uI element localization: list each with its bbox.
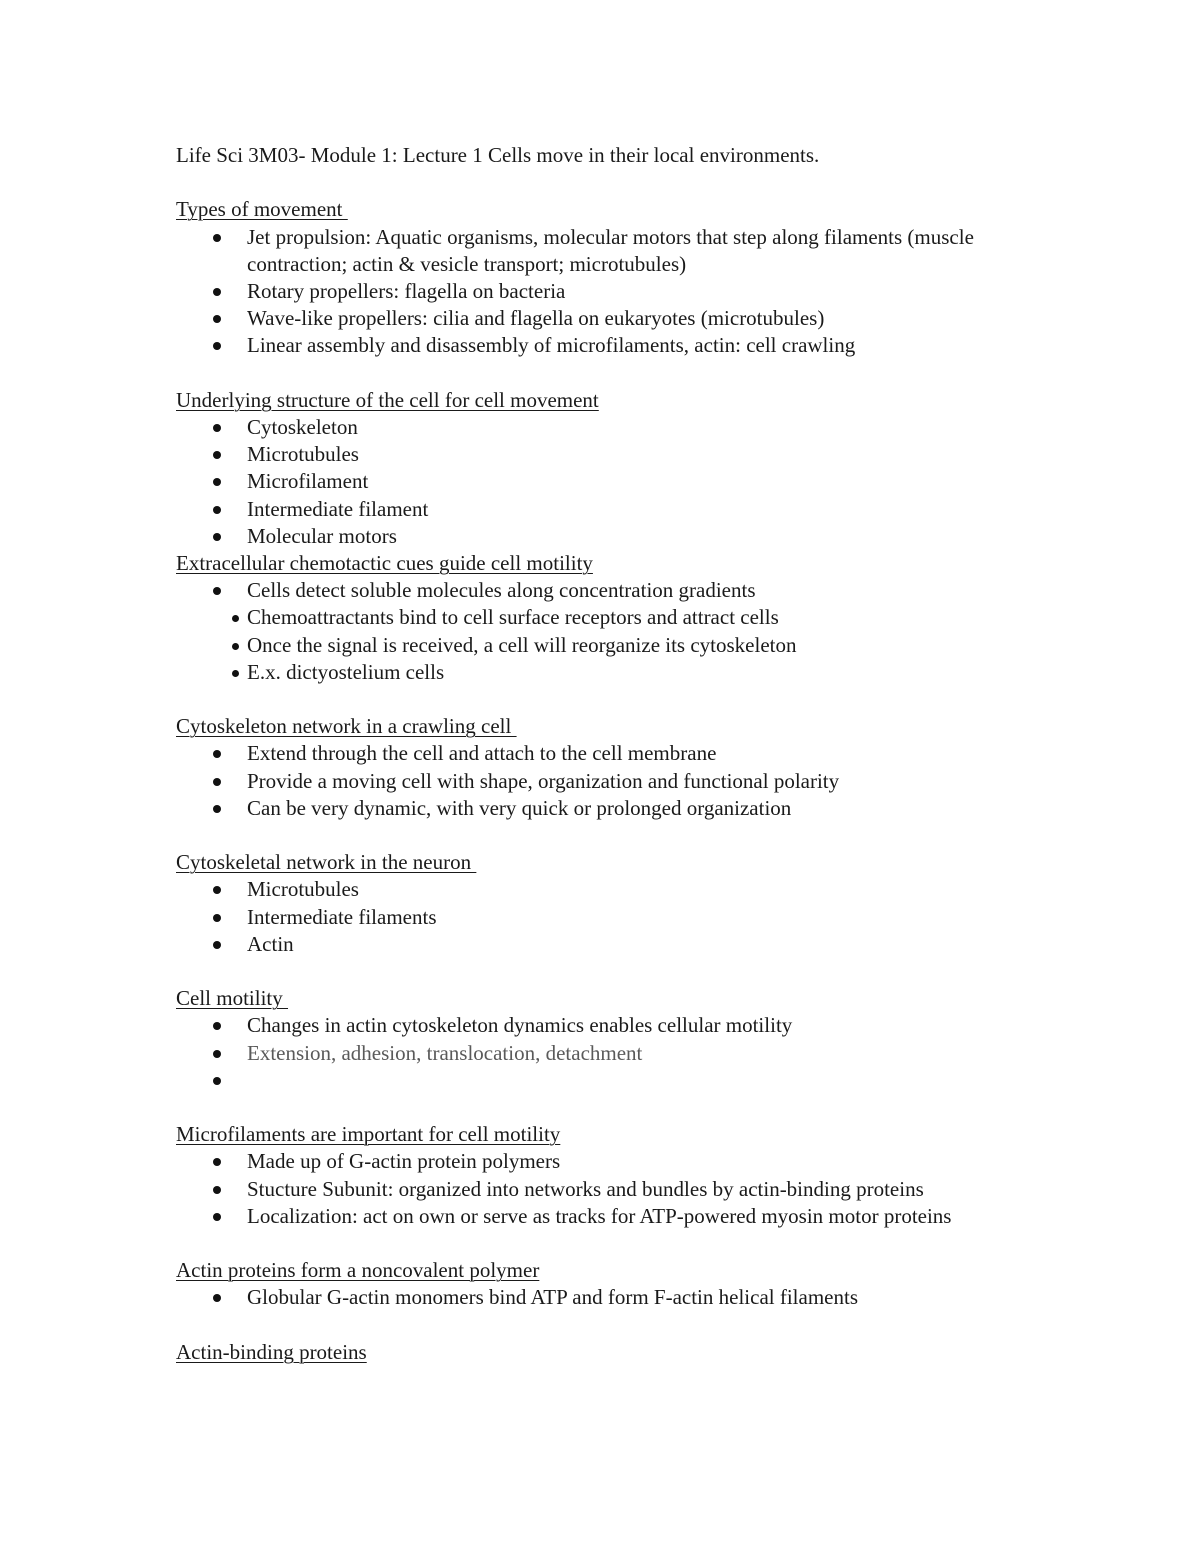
- list-item: Actin: [176, 931, 1076, 958]
- sub-list-item: [176, 604, 1076, 631]
- list-item: Jet propulsion: Aquatic organisms, molecular motors that step along filaments (muscle contraction; actin & vesicle transport; microtubules): [176, 224, 1076, 278]
- list-item: Microfilament: [176, 468, 1076, 495]
- list-item-empty: [176, 1067, 1076, 1094]
- list-item: Intermediate filament: [176, 496, 1076, 523]
- list-item: Rotary propellers: flagella on bacteria: [176, 278, 1076, 305]
- list-item: Linear assembly and disassembly of microfilaments, actin: cell crawling: [176, 332, 1076, 359]
- section-heading: Actin proteins form a noncovalent polymer: [176, 1258, 540, 1283]
- list-item: Localization: act on own or serve as tracks for ATP-powered myosin motor proteins: [176, 1203, 1076, 1230]
- section-heading: Types of movement: [176, 197, 348, 222]
- section-heading: Cytoskeleton network in a crawling cell: [176, 714, 517, 739]
- section-heading: Cytoskeletal network in the neuron: [176, 850, 477, 875]
- bullet-list: [176, 577, 1076, 686]
- list-item: Cells detect soluble molecules along concentration gradients: [176, 577, 1076, 604]
- section-cell-motility: [176, 985, 1076, 1094]
- list-item: Extension, adhesion, translocation, detachment: [176, 1040, 1076, 1067]
- list-item: Can be very dynamic, with very quick or prolonged organization: [176, 795, 1076, 822]
- list-item: Microtubules: [176, 876, 1076, 903]
- section-actin-polymer: [176, 1257, 1076, 1311]
- bullet-list: [176, 740, 1076, 822]
- bullet-list: [176, 1012, 1076, 1094]
- bullet-list: [176, 414, 1076, 550]
- section-heading: Underlying structure of the cell for cell movement: [176, 387, 599, 412]
- sub-list-item: [176, 632, 1076, 659]
- section-heading: Cell motility: [176, 986, 289, 1011]
- list-item: Intermediate filaments: [176, 904, 1076, 931]
- document-page: [176, 142, 1076, 1366]
- section-types-of-movement: [176, 196, 1076, 359]
- section-heading: Actin-binding proteins: [176, 1339, 367, 1364]
- list-item: Molecular motors: [176, 523, 1076, 550]
- bullet-list: [176, 1148, 1076, 1230]
- list-item: Extend through the cell and attach to the cell membrane: [176, 740, 1076, 767]
- section-underlying-structure: [176, 387, 1076, 550]
- list-item: Wave-like propellers: cilia and flagella on eukaryotes (microtubules): [176, 305, 1076, 332]
- section-actin-binding-proteins: [176, 1339, 1076, 1366]
- list-item: Made up of G-actin protein polymers: [176, 1148, 1076, 1175]
- list-item: Stucture Subunit: organized into networks and bundles by actin-binding proteins: [176, 1176, 1076, 1203]
- bullet-list: [176, 876, 1076, 958]
- section-heading: Extracellular chemotactic cues guide cell motility: [176, 551, 593, 576]
- section-chemotactic-cues: [176, 550, 1076, 686]
- list-item: Globular G-actin monomers bind ATP and form F-actin helical filaments: [176, 1284, 1076, 1311]
- sub-list-item-text: E.x. dictyostelium cells: [247, 659, 445, 684]
- list-item: Microtubules: [176, 441, 1076, 468]
- section-crawling-cell: [176, 713, 1076, 822]
- section-neuron-network: [176, 849, 1076, 958]
- list-item: Cytoskeleton: [176, 414, 1076, 441]
- list-item: Changes in actin cytoskeleton dynamics enables cellular motility: [176, 1012, 1076, 1039]
- document-title: Life Sci 3M03- Module 1: Lecture 1 Cells move in their local environments.: [176, 143, 820, 167]
- list-item: Provide a moving cell with shape, organization and functional polarity: [176, 768, 1076, 795]
- sub-list-item-text: Chemoattractants bind to cell surface receptors and attract cells: [247, 605, 779, 630]
- bullet-list: [176, 1284, 1076, 1311]
- section-heading: Microfilaments are important for cell motility: [176, 1122, 561, 1147]
- sub-list-item-text: Once the signal is received, a cell will reorganize its cytoskeleton: [247, 632, 797, 657]
- sub-list-item: [176, 659, 1076, 686]
- bullet-list: [176, 224, 1076, 360]
- section-microfilaments: [176, 1121, 1076, 1230]
